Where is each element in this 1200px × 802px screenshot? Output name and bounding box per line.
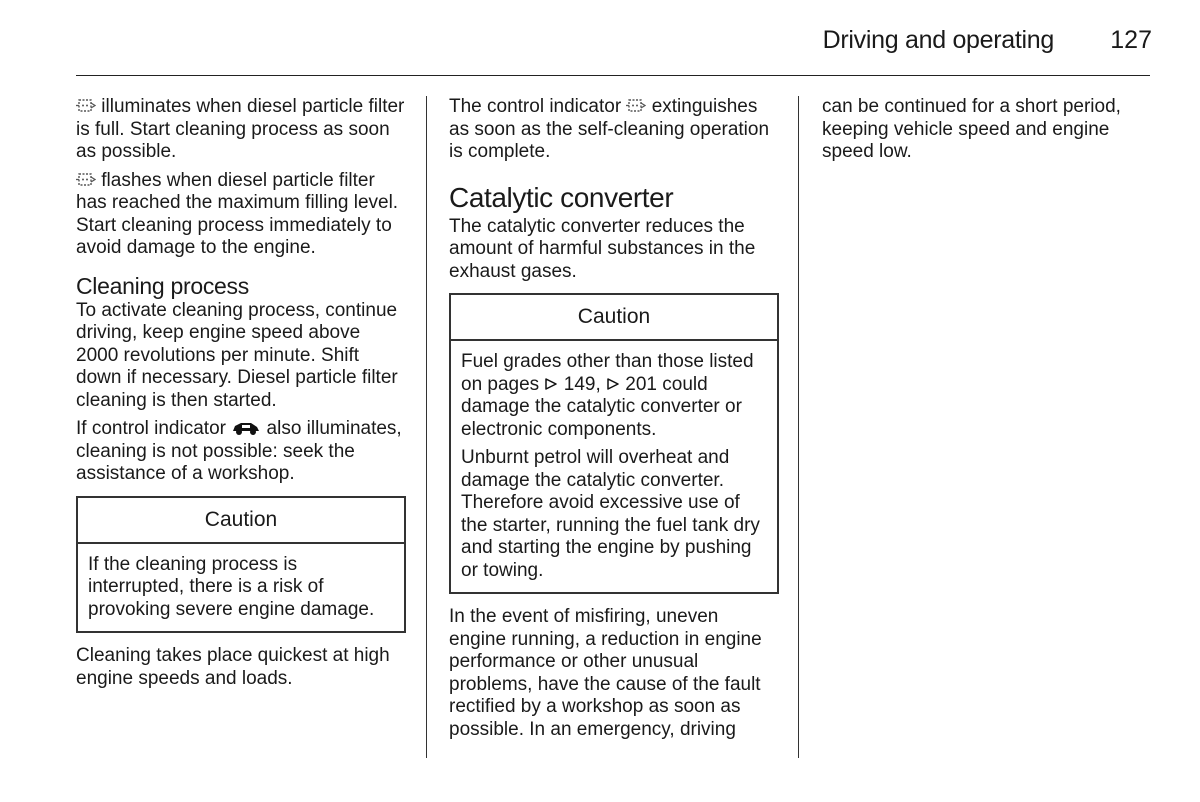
paragraph-text: extinguishes as soon as the self-cleaning operation is complete. xyxy=(449,96,770,162)
caution-box xyxy=(449,293,779,594)
dpf-illuminates-paragraph xyxy=(76,96,406,164)
page-reference-arrow-icon xyxy=(544,375,558,389)
page-reference-text: 201 could damage the catalytic converter or electronic components. xyxy=(461,373,742,440)
caution-title: Caution xyxy=(78,498,404,544)
caution-box xyxy=(76,496,406,634)
dpf-flashes-paragraph xyxy=(76,170,406,260)
caution-body xyxy=(451,341,777,592)
page-reference-arrow-icon xyxy=(606,375,620,389)
cleaning-speed-paragraph: Cleaning takes place quickest at high engine speeds and loads. xyxy=(76,645,390,689)
page-number: 127 xyxy=(1110,26,1152,54)
caution-title: Caution xyxy=(451,295,777,341)
diesel-particle-filter-icon xyxy=(76,171,96,188)
caution-body xyxy=(78,544,404,632)
paragraph-text: Fuel grades other than those listed on pages xyxy=(461,351,754,395)
paragraph-text: flashes when diesel particle filter has reached the maximum filling level. Start cleaning process immediately to avoid damage to the engine. xyxy=(76,169,399,258)
paragraph-text: illuminates when diesel particle filter is full. Start cleaning process as soon as possible. xyxy=(76,96,405,162)
header-divider xyxy=(76,75,1150,76)
control-indicator-extinguishes-paragraph xyxy=(449,96,779,164)
column-2 xyxy=(449,96,779,747)
continued-driving-paragraph: can be continued for a short period, keeping vehicle speed and engine speed low. xyxy=(822,96,1121,162)
diesel-particle-filter-icon xyxy=(76,97,96,114)
engine-service-vehicle-icon xyxy=(231,420,261,436)
page-reference-text: 149, xyxy=(558,373,607,395)
paragraph-text: If control indicator xyxy=(76,418,232,439)
diesel-particle-filter-icon xyxy=(626,97,646,114)
fuel-grades-caution-text xyxy=(461,351,767,441)
catalytic-converter-heading: Catalytic converter xyxy=(449,181,674,213)
section-title: Driving and operating xyxy=(822,26,1054,54)
cleaning-process-heading: Cleaning process xyxy=(76,272,249,299)
column-divider-2 xyxy=(798,96,799,758)
caution-text: If the cleaning process is interrupted, there is a risk of provoking severe engine damage. xyxy=(88,553,375,620)
control-indicator-paragraph xyxy=(76,418,406,486)
paragraph-text: also illuminates, cleaning is not possible: seek the assistance of a workshop. xyxy=(76,418,402,484)
unburnt-petrol-caution-text: Unburnt petrol will overheat and damage the catalytic converter. Therefore avoid excessive use of the starter, running the fuel tank dry and starting the engine by pushing or towing. xyxy=(461,447,760,581)
misfiring-paragraph: In the event of misfiring, uneven engine running, a reduction in engine performance or other unusual problems, have the cause of the fault rectified by a workshop as soon as possible. In an emergency, driving xyxy=(449,606,762,740)
paragraph-text: The control indicator xyxy=(449,96,627,117)
column-1 xyxy=(76,96,406,696)
catalytic-converter-paragraph: The catalytic converter reduces the amount of harmful substances in the exhaust gases. xyxy=(449,215,756,282)
cleaning-process-paragraph: To activate cleaning process, continue driving, keep engine speed above 2000 revolutions per minute. Shift down if necessary. Diesel particle filter cleaning is then started. xyxy=(76,299,398,411)
column-3 xyxy=(822,96,1152,170)
column-divider-1 xyxy=(426,96,427,758)
